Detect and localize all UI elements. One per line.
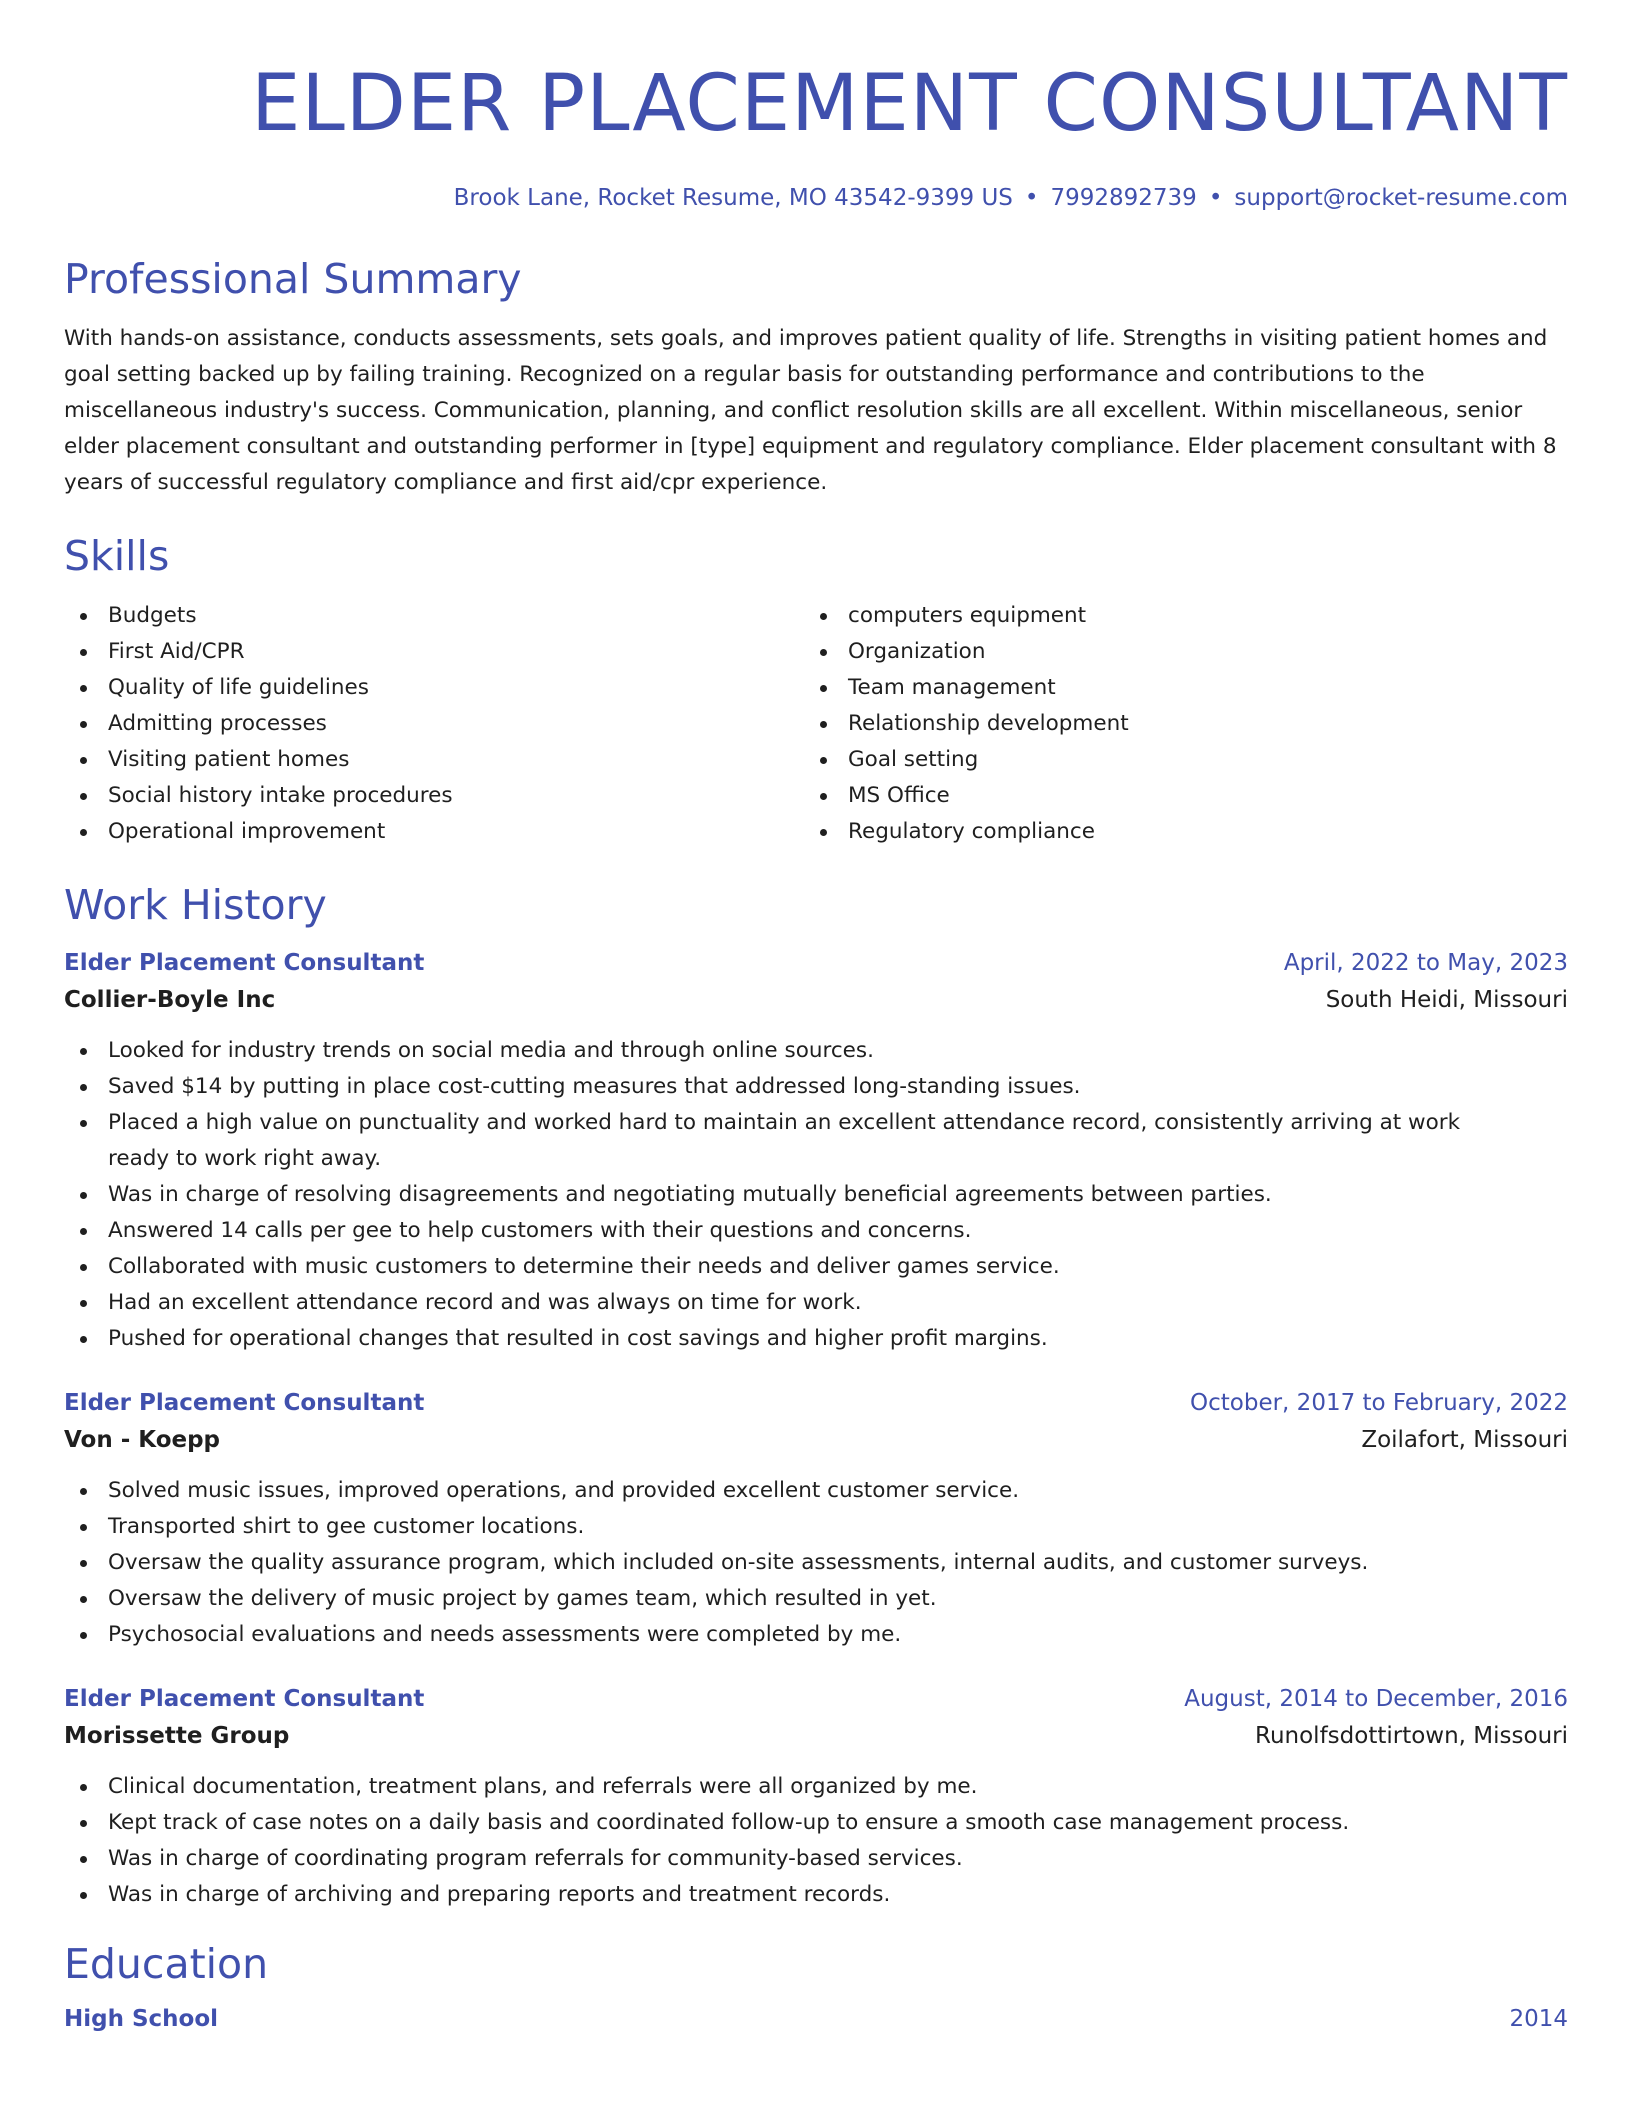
- skill-item: Team management: [804, 670, 1544, 706]
- duty-item: Solved music issues, improved operations, and provided excellent customer service.: [64, 1473, 1528, 1509]
- work-history-heading: Work History: [64, 881, 327, 929]
- skill-item: Social history intake procedures: [64, 778, 804, 814]
- duty-item: Was in charge of coordinating program referrals for community-based services.: [64, 1841, 1528, 1877]
- contact-separator: •: [1024, 185, 1039, 211]
- job-duties: [64, 1033, 1568, 1357]
- skills-heading: Skills: [64, 532, 170, 580]
- resume-name: ELDER PLACEMENT CONSULTANT: [251, 59, 1568, 149]
- skill-item: First Aid/CPR: [64, 634, 804, 670]
- skill-item: Relationship development: [804, 706, 1544, 742]
- summary-text: With hands-on assistance, conducts assessments, sets goals, and improves patient quality of life. Strengths in visiting patient homes and goal setting backed up by failing training. Recognized on a regular basis for outstanding performance and contributions to the miscellaneous industry's success. Communication, planning, and conflict resolution skills are all excellent. Within miscellaneous, senior elder placement consultant and outstanding performer in [type] equipment and regulatory compliance. Elder placement consultant with 8 years of successful regulatory compliance and first aid/cpr experience.: [64, 326, 1557, 495]
- job-title: Elder Placement Consultant: [64, 1390, 425, 1416]
- duty-item: Transported shirt to gee customer locations.: [64, 1509, 1528, 1545]
- job-entry: [64, 1681, 1568, 1913]
- job-title: Elder Placement Consultant: [64, 950, 425, 976]
- skills-column-left: [64, 598, 804, 850]
- job-company: Morissette Group: [64, 1723, 290, 1749]
- contact-line: [64, 183, 1568, 213]
- skill-item: Admitting processes: [64, 706, 804, 742]
- job-company: Von - Koepp: [64, 1427, 221, 1453]
- education-entry: [64, 2001, 1568, 2037]
- summary-heading: Professional Summary: [64, 255, 522, 303]
- skill-item: MS Office: [804, 778, 1544, 814]
- skill-item: Quality of life guidelines: [64, 670, 804, 706]
- job-dates: October, 2017 to February, 2022: [1190, 1390, 1568, 1416]
- duty-item: Had an excellent attendance record and was always on time for work.: [64, 1285, 1528, 1321]
- education-heading: Education: [64, 1940, 269, 1988]
- duty-item: Psychosocial evaluations and needs assessments were completed by me.: [64, 1617, 1528, 1653]
- job-location: Zoilafort, Missouri: [1361, 1427, 1568, 1453]
- job-duties: [64, 1473, 1568, 1653]
- duty-item: Placed a high value on punctuality and worked hard to maintain an excellent attendance record, consistently arriving at work ready to work right away.: [64, 1105, 1528, 1177]
- skills-column-right: [804, 598, 1544, 850]
- duty-item: Answered 14 calls per gee to help customers with their questions and concerns.: [64, 1213, 1528, 1249]
- job-dates: April, 2022 to May, 2023: [1283, 950, 1568, 976]
- skill-item: computers equipment: [804, 598, 1544, 634]
- contact-email[interactable]: support@rocket-resume.com: [1234, 185, 1568, 211]
- contact-address: Brook Lane, Rocket Resume, MO 43542-9399 US: [453, 185, 1013, 211]
- duty-item: Collaborated with music customers to determine their needs and deliver games service.: [64, 1249, 1528, 1285]
- duty-item: Pushed for operational changes that resulted in cost savings and higher profit margins.: [64, 1321, 1528, 1357]
- duty-item: Oversaw the quality assurance program, which included on-site assessments, internal audits, and customer surveys.: [64, 1545, 1528, 1581]
- duty-item: Looked for industry trends on social media and through online sources.: [64, 1033, 1528, 1069]
- duty-item: Kept track of case notes on a daily basis and coordinated follow-up to ensure a smooth case management process.: [64, 1805, 1528, 1841]
- skill-item: Organization: [804, 634, 1544, 670]
- job-dates: August, 2014 to December, 2016: [1184, 1686, 1568, 1712]
- education-level: High School: [64, 2006, 219, 2032]
- duty-item: Saved $14 by putting in place cost-cutting measures that addressed long-standing issues.: [64, 1069, 1528, 1105]
- skill-item: Visiting patient homes: [64, 742, 804, 778]
- job-location: Runolfsdottirtown, Missouri: [1255, 1723, 1568, 1749]
- job-duties: [64, 1769, 1568, 1913]
- duty-item: Oversaw the delivery of music project by games team, which resulted in yet.: [64, 1581, 1528, 1617]
- skill-item: Goal setting: [804, 742, 1544, 778]
- job-title: Elder Placement Consultant: [64, 1686, 425, 1712]
- duty-item: Was in charge of resolving disagreements and negotiating mutually beneficial agreements between parties.: [64, 1177, 1528, 1213]
- skill-item: Budgets: [64, 598, 804, 634]
- duty-item: Was in charge of archiving and preparing reports and treatment records.: [64, 1877, 1528, 1913]
- job-entry: [64, 1385, 1568, 1653]
- education-year: 2014: [1509, 2006, 1568, 2032]
- duty-item: Clinical documentation, treatment plans, and referrals were all organized by me.: [64, 1769, 1528, 1805]
- skill-item: Regulatory compliance: [804, 814, 1544, 850]
- job-location: South Heidi, Missouri: [1325, 987, 1568, 1013]
- contact-separator: •: [1208, 185, 1223, 211]
- skill-item: Operational improvement: [64, 814, 804, 850]
- contact-phone: 7992892739: [1050, 185, 1197, 211]
- job-entry: [64, 945, 1568, 1357]
- job-company: Collier-Boyle Inc: [64, 987, 276, 1013]
- skills-list: [64, 598, 1568, 850]
